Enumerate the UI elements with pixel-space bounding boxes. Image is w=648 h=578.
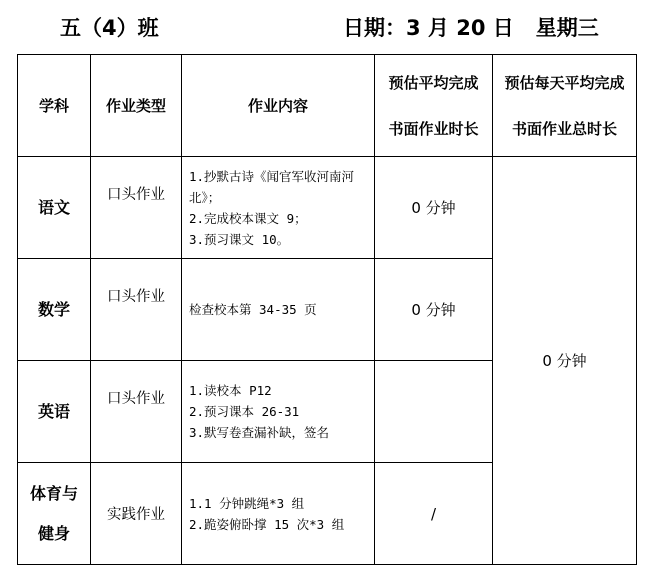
time-cell: 0 分钟 [375, 157, 493, 259]
subject-cell: 语文 [18, 157, 91, 259]
date-label: 日期：3 月 20 日 [343, 16, 514, 40]
total-time-cell: 0 分钟 [493, 157, 637, 565]
time-cell: 0 分钟 [375, 259, 493, 361]
class-title: 五（4）班 [60, 16, 159, 40]
time-cell: / [375, 463, 493, 565]
date-line [343, 12, 599, 42]
table-header-row [18, 55, 637, 157]
content-line: 检查校本第 34-35 页 [189, 302, 317, 317]
content-line: 3.预习课文 10。 [189, 231, 290, 247]
content-line: 2.预习课本 26-31 [189, 404, 300, 419]
header-total-time [493, 55, 637, 157]
type-cell: 口头作业 [91, 157, 182, 259]
content-line: 2.跪姿俯卧撑 15 次*3 组 [189, 516, 345, 532]
weekday-label: 星期三 [535, 16, 599, 40]
header-estimated-line2: 书面作业时长 [388, 119, 479, 138]
homework-table [17, 54, 637, 565]
content-cell [182, 361, 375, 463]
subject-cell [18, 463, 91, 565]
type-cell: 口头作业 [91, 259, 182, 361]
page-header [0, 8, 648, 42]
table-row [18, 157, 637, 259]
header-total-line1: 预估每天平均完成 [504, 73, 625, 92]
content-cell [182, 463, 375, 565]
type-cell: 口头作业 [91, 361, 182, 463]
header-type: 作业类型 [91, 55, 182, 157]
subject-cell: 数学 [18, 259, 91, 361]
subject-line: 体育与 [29, 483, 78, 503]
header-estimated-line1: 预估平均完成 [388, 73, 479, 92]
header-total-line2: 书面作业总时长 [511, 119, 617, 138]
header-content: 作业内容 [182, 55, 375, 157]
content-line: 2.完成校本课文 9； [189, 210, 307, 226]
subject-line: 健身 [37, 523, 70, 543]
content-cell [182, 157, 375, 259]
content-line: 1.1 分钟跳绳*3 组 [189, 495, 305, 511]
time-cell [375, 361, 493, 463]
content-line: 1.读校本 P12 [189, 383, 272, 398]
subject-cell: 英语 [18, 361, 91, 463]
header-estimated-time [375, 55, 493, 157]
content-line: 3.默写卷查漏补缺，签名 [189, 425, 330, 440]
header-subject: 学科 [18, 55, 91, 157]
type-cell: 实践作业 [91, 463, 182, 565]
content-cell [182, 259, 375, 361]
content-line: 北》； [189, 189, 221, 205]
content-line: 1.抄默古诗《闻官军收河南河 [189, 168, 355, 184]
